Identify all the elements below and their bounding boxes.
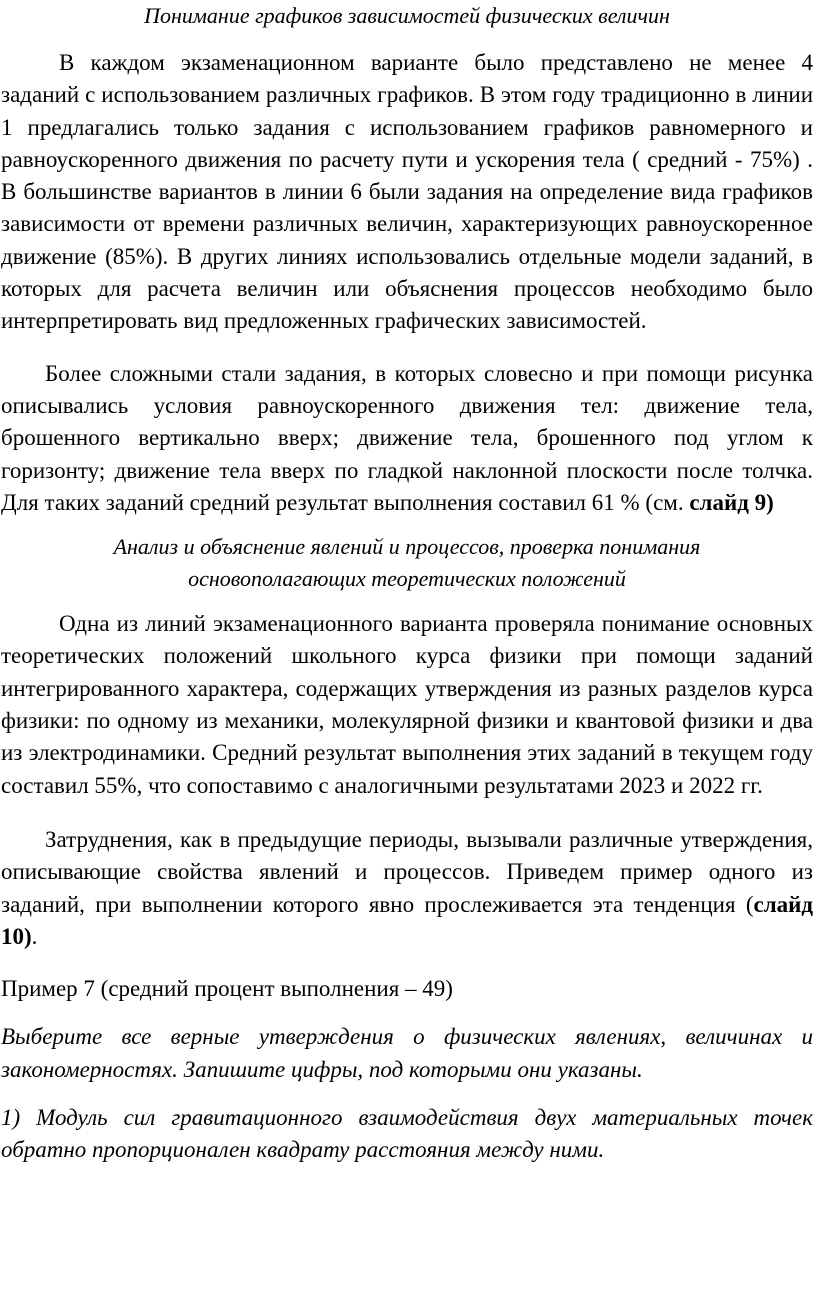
paragraph-difficulties-end: . <box>31 923 38 949</box>
section-heading-analysis-line1: Анализ и объяснение явлений и процессов, проверка понимания <box>113 534 701 560</box>
paragraph-difficulties-text: Затруднения, как в предыдущие периоды, вызывали различные утверждения, описывающие свойства явлений и процессов. Приведем пример одного из заданий, при выполнении которого явно прослеживается эта тенденция ( <box>1 826 813 917</box>
paragraph-complex-tasks <box>1 358 813 519</box>
section-heading-analysis-line2: основополагающих теоретических положений <box>188 566 626 592</box>
example-7-title: Пример 7 (средний процент выполнения – 49) <box>1 976 453 1002</box>
task-instruction: Выберите все верные утверждения о физических явлениях, величинах и закономерностях. Запишите цифры, под которыми они указаны. <box>1 1024 813 1082</box>
statement-1: 1) Модуль сил гравитационного взаимодействия двух материальных точек обратно пропорционален квадрату расстояния между ними. <box>1 1105 813 1163</box>
section-heading-analysis <box>1 531 813 595</box>
paragraph-integrated-tasks: Одна из линий экзаменационного варианта проверяла понимание основных теоретических положений школьного курса физики при помощи заданий интегрированного характера, содержащих утверждения из разных разделов курса физики: по одному из механики, молекулярной физики и квантовой физики и два из электродинамики. Средний результат выполнения этих заданий в текущем году составил 55%, что сопоставимо с аналогичными результатами 2023 и 2022 гг. <box>1 611 813 798</box>
paragraph-difficulties <box>1 824 813 953</box>
slide-9-reference: слайд 9) <box>689 489 774 515</box>
paragraph-graphs-intro: В каждом экзаменационном варианте было представлено не менее 4 заданий с использованием различных графиков. В этом году традиционно в линии 1 предлагались только задания с использованием графиков равномерного и равноускоренного движения по расчету пути и ускорения тела ( средний - 75%) . В большинстве вариантов в линии 6 были задания на определение вида графиков зависимости от времени различных величин, характеризующих равноускоренное движение (85%). В других линиях использовались отдельные модели заданий, в которых для расчета величин или объяснения процессов необходимо было интерпретировать вид предложенных графических зависимостей. <box>1 50 813 334</box>
paragraph-complex-tasks-text: Более сложными стали задания, в которых словесно и при помощи рисунка описывались условия равноускоренного движения тел: движение тела, брошенного вертикально вверх; движение тела, брошенного под углом к горизонту; движение тела вверх по гладкой наклонной плоскости после толчка. Для таких заданий средний результат выполнения составил 61 % (см. <box>1 360 813 515</box>
slide-10-reference: слайд 10) <box>1 891 813 949</box>
section-heading-graphs: Понимание графиков зависимостей физических величин <box>144 3 670 28</box>
